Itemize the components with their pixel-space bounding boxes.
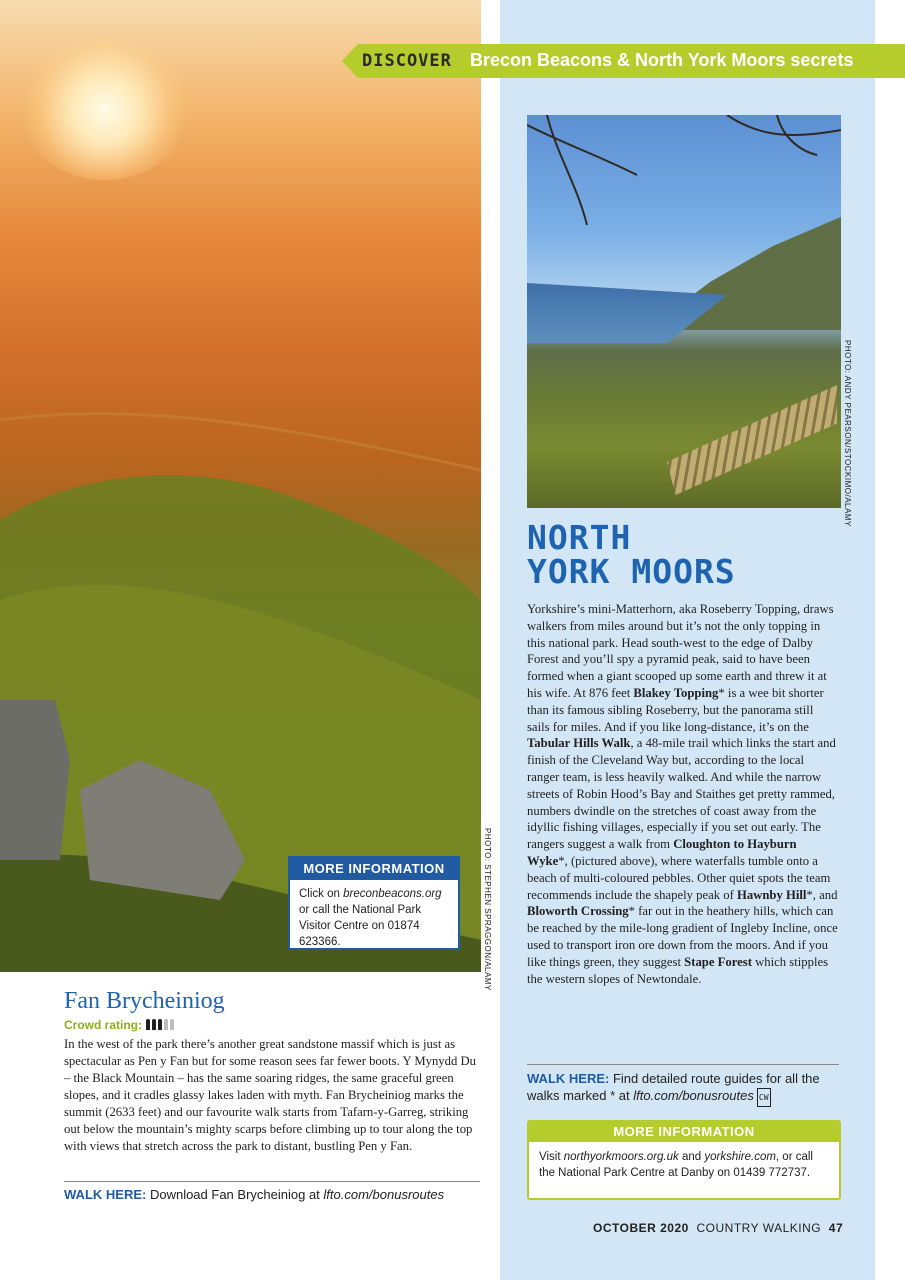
bonusroutes-link[interactable]: lfto.com/bonusroutes	[633, 1088, 754, 1103]
hillside-illustration	[0, 0, 481, 972]
person-icon	[164, 1019, 168, 1030]
photo-credit-right: PHOTO: ANDY PEARSON/STOCKIMO/ALAMY	[843, 340, 852, 527]
crowd-rating-icons	[142, 1018, 174, 1032]
coast-bridge-photo	[527, 115, 841, 508]
person-icon	[158, 1019, 162, 1030]
brecon-link[interactable]: breconbeacons.org	[343, 888, 442, 900]
banner-title: Brecon Beacons & North York Moors secrets	[470, 50, 854, 70]
cw-badge: CW	[757, 1088, 771, 1107]
walk-here-text: Download	[146, 1187, 212, 1202]
photo-credit-left: PHOTO: STEPHEN SPRAGGON/ALAMY	[483, 828, 492, 991]
body-text: , a 48-mile trail which links the start and finish of the Cleveland Way but, according to the local ranger team, is less heavily walked. And while the narrow streets of Robin Hood’s Bay and Staithes get pretty rammed, numbers dwindle on the stretches of coast away from the idyllic fishing villages, especially if you set out early. The rangers suggest a walk from	[527, 736, 836, 852]
wooden-bridge-shape	[667, 385, 837, 495]
magazine-name: COUNTRY WALKING	[696, 1221, 822, 1235]
body-text: which stipples the western slopes of Newtondale.	[527, 954, 829, 986]
info-text-1: Visit	[539, 1151, 564, 1163]
info-box-text	[539, 1149, 829, 1181]
body-text: Yorkshire’s mini-Matterhorn, aka Roseberry Topping, draws walkers from miles around but it’s not the only topping in this national park. Head south-west to the edge of Dalby Forest and you’ll spy a pyramid peak, said to have been formed when a giant scooped up some earth and threw it at his wife. At 876 feet	[527, 602, 834, 700]
walk-here-label: WALK HERE:	[527, 1071, 610, 1086]
walk-here-right	[527, 1070, 839, 1107]
person-icon	[146, 1019, 150, 1030]
body-text: *, and	[806, 887, 838, 902]
crowd-rating-label: Crowd rating:	[64, 1018, 142, 1032]
yorkshire-link[interactable]: yorkshire.com	[704, 1151, 776, 1163]
place-blakey-topping: Blakey Topping	[633, 685, 719, 700]
body-text: * is a wee bit shorter than its famous sibling Roseberry, but the panorama still sails for miles. And if you like long-distance, it’s on the	[527, 685, 824, 734]
info-text-1: Click on	[299, 888, 344, 900]
northyorkmoors-link[interactable]: northyorkmoors.org.uk	[563, 1151, 679, 1163]
more-information-box-brecon	[288, 856, 460, 950]
tree-branches	[527, 115, 841, 235]
person-icon	[170, 1019, 174, 1030]
more-information-box-north-york	[527, 1120, 841, 1200]
info-text-2: or call the National Park Visitor Centre on 01874 623366.	[299, 904, 422, 948]
issue-date: OCTOBER 2020	[593, 1221, 689, 1235]
place-stape-forest: Stape Forest	[684, 954, 752, 969]
info-box-heading: MORE INFORMATION	[529, 1122, 839, 1142]
place-cloughton-hayburn-wyke: Cloughton to Hayburn Wyke	[527, 837, 797, 868]
fan-brycheiniog-heading: Fan Brycheiniog	[64, 988, 225, 1014]
walk-here-label: WALK HERE:	[64, 1187, 147, 1202]
info-text-2: and	[678, 1151, 705, 1163]
info-text-3: , or call the National Park Centre at Danby on 01439 772737.	[539, 1151, 813, 1179]
north-york-moors-heading	[527, 518, 736, 591]
fan-brycheiniog-article: In the west of the park there’s another great sandstone massif which is just as spectacular as Pen y Fan but for some reason sees far fewer boots. Y Mynydd Du – the Black Mountain – has the same soaring ridges, the same graceful green slopes, and it cradles glassy lakes laden with myth. Fan Brycheiniog marks the summit (2633 feet) and our favourite walk starts from Tafarn-y-Garreg, striking out below the mountain’s mighty scarps before climbing up to tour along the top with views that stretch across the park to distant, bustling Pen y Fan.	[64, 1037, 476, 1153]
route-name: Fan Brycheiniog	[211, 1187, 306, 1202]
heading-line-1: NORTH	[527, 518, 632, 557]
heading-line-2: YORK MOORS	[527, 552, 736, 591]
walk-here-at: at	[305, 1187, 324, 1202]
person-icon	[152, 1019, 156, 1030]
divider-left	[64, 1181, 480, 1182]
walk-here-text: Find detailed route guides for all the walks marked * at	[527, 1071, 820, 1103]
body-text: *, (pictured above), where waterfalls tumble onto a beach of multi-coloured pebbles. Other quiet spots the team recommends include the shapely peak of	[527, 853, 831, 902]
page-number: 47	[828, 1221, 844, 1235]
page-footer	[593, 1221, 843, 1235]
hero-photo-sunset-hills	[0, 0, 481, 972]
banner-arrow-tip	[342, 44, 358, 78]
crowd-rating	[64, 1018, 174, 1032]
bonusroutes-link[interactable]: lfto.com/bonusroutes	[323, 1187, 445, 1202]
divider-right	[527, 1064, 839, 1065]
walk-here-left	[64, 1187, 484, 1202]
place-bloworth-crossing: Bloworth Crossing	[527, 904, 629, 919]
info-box-text	[299, 886, 454, 950]
place-tabular-hills-walk: Tabular Hills Walk	[527, 736, 631, 751]
info-box-heading: MORE INFORMATION	[290, 858, 458, 880]
banner-discover-label: DISCOVER	[362, 51, 452, 71]
north-york-moors-article	[527, 601, 839, 987]
place-hawnby-hill: Hawnby Hill	[736, 887, 807, 902]
body-text: * far out in the heathery hills, which can be reached by the mile-long gradient of Ingleby Incline, once used to transport iron ore down from the moors. And if you like things green, they suggest	[527, 904, 838, 969]
